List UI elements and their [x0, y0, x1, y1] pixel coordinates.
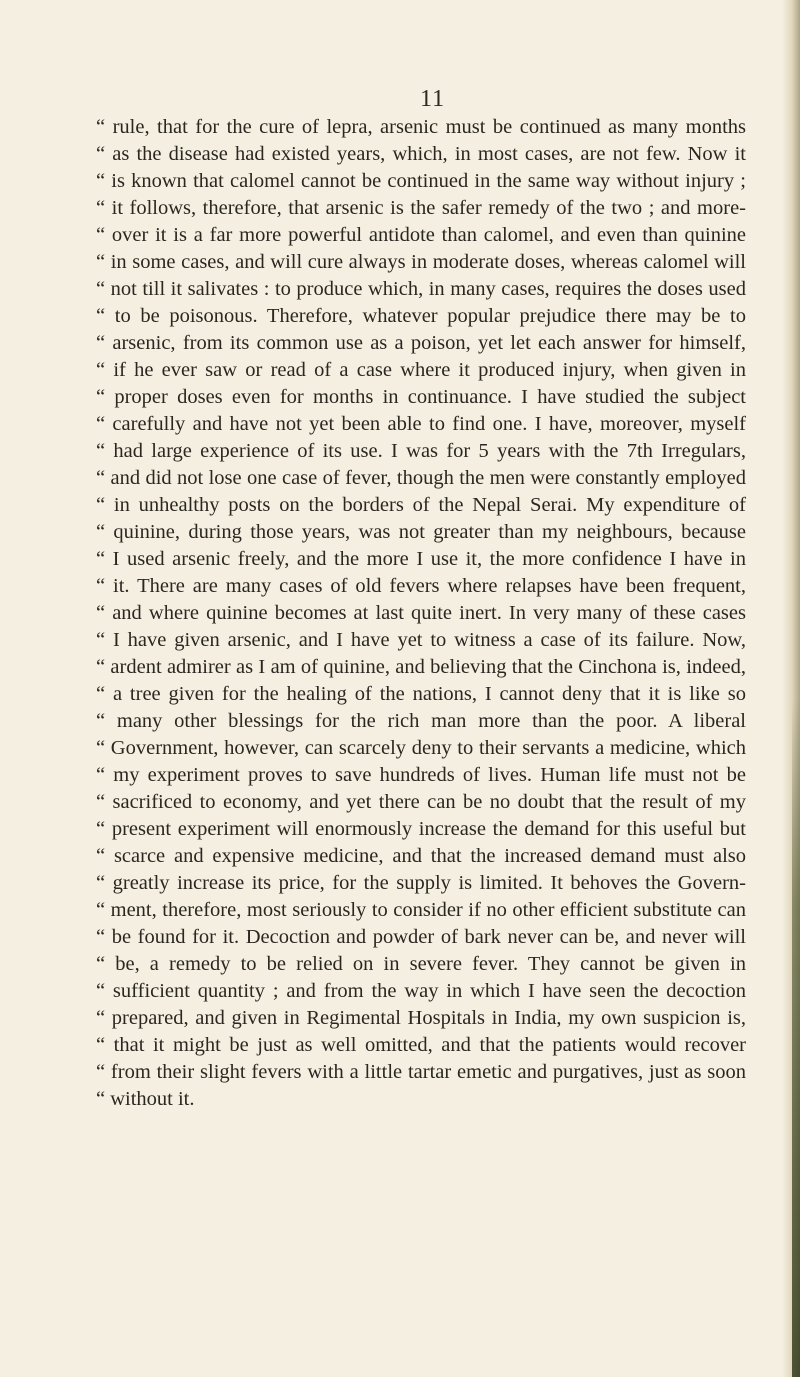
text-line: “ rule, that for the cure of lepra, arsenic must be continued as many months	[96, 116, 746, 138]
text-line: “ greatly increase its price, for the supply is limited. It behoves the Govern-	[96, 872, 746, 894]
text-line: “ it. There are many cases of old fevers where relapses have been frequent,	[96, 575, 746, 597]
text-line: “ a tree given for the healing of the nations, I cannot deny that it is like so	[96, 683, 746, 705]
text-line: “ prepared, and given in Regimental Hospitals in India, my own suspicion is,	[96, 1007, 746, 1029]
text-line: “ be, a remedy to be relied on in severe fever. They cannot be given in	[96, 953, 746, 975]
text-line: “ I used arsenic freely, and the more I use it, the more confidence I have in	[96, 548, 746, 570]
page-number: 11	[420, 86, 446, 112]
text-line: “ over it is a far more powerful antidote than calomel, and even than quinine	[96, 224, 746, 246]
text-line: “ in some cases, and will cure always in moderate doses, whereas calomel will	[96, 251, 746, 273]
text-line: “ from their slight fevers with a little tartar emetic and purgatives, just as soon	[96, 1061, 746, 1083]
text-line: “ that it might be just as well omitted, and that the patients would recover	[96, 1034, 746, 1056]
text-line: “ if he ever saw or read of a case where it produced injury, when given in	[96, 359, 746, 381]
text-line: “ many other blessings for the rich man more than the poor. A liberal	[96, 710, 746, 732]
text-line: “ not till it salivates : to produce which, in many cases, requires the doses used	[96, 278, 746, 300]
text-line: “ I have given arsenic, and I have yet to witness a case of its failure. Now,	[96, 629, 746, 651]
text-line: “ as the disease had existed years, which, in most cases, are not few. Now it	[96, 143, 746, 165]
text-line: “ in unhealthy posts on the borders of the Nepal Serai. My expenditure of	[96, 494, 746, 516]
text-line: “ quinine, during those years, was not greater than my neighbours, because	[96, 521, 746, 543]
text-line: “ scarce and expensive medicine, and that the increased demand must also	[96, 845, 746, 867]
text-line: “ be found for it. Decoction and powder of bark never can be, and never will	[96, 926, 746, 948]
text-line: “ and where quinine becomes at last quite inert. In very many of these cases	[96, 602, 746, 624]
text-line: “ carefully and have not yet been able to find one. I have, moreover, myself	[96, 413, 746, 435]
text-line: “ to be poisonous. Therefore, whatever popular prejudice there may be to	[96, 305, 746, 327]
text-line: “ is known that calomel cannot be continued in the same way without injury ;	[96, 170, 746, 192]
text-line: “ ardent admirer as I am of quinine, and believing that the Cinchona is, indeed,	[96, 656, 746, 678]
text-line: “ sacrificed to economy, and yet there can be no doubt that the result of my	[96, 791, 746, 813]
text-line: “ my experiment proves to save hundreds of lives. Human life must not be	[96, 764, 746, 786]
body-text	[96, 114, 746, 1113]
text-line: “ without it.	[96, 1088, 195, 1110]
text-line: “ sufficient quantity ; and from the way in which I have seen the decoction	[96, 980, 746, 1002]
text-line: “ and did not lose one case of fever, though the men were constantly employed	[96, 467, 746, 489]
text-line: “ Government, however, can scarcely deny to their servants a medicine, which	[96, 737, 746, 759]
text-line: “ it follows, therefore, that arsenic is the safer remedy of the two ; and more-	[96, 197, 746, 219]
text-line: “ present experiment will enormously increase the demand for this useful but	[96, 818, 746, 840]
text-line: “ ment, therefore, most seriously to consider if no other efficient substitute can	[96, 899, 746, 921]
text-line: “ had large experience of its use. I was for 5 years with the 7th Irregulars,	[96, 440, 746, 462]
page-edge-binding	[792, 700, 800, 1377]
text-line: “ proper doses even for months in continuance. I have studied the subject	[96, 386, 746, 408]
text-line: “ arsenic, from its common use as a poison, yet let each answer for himself,	[96, 332, 746, 354]
